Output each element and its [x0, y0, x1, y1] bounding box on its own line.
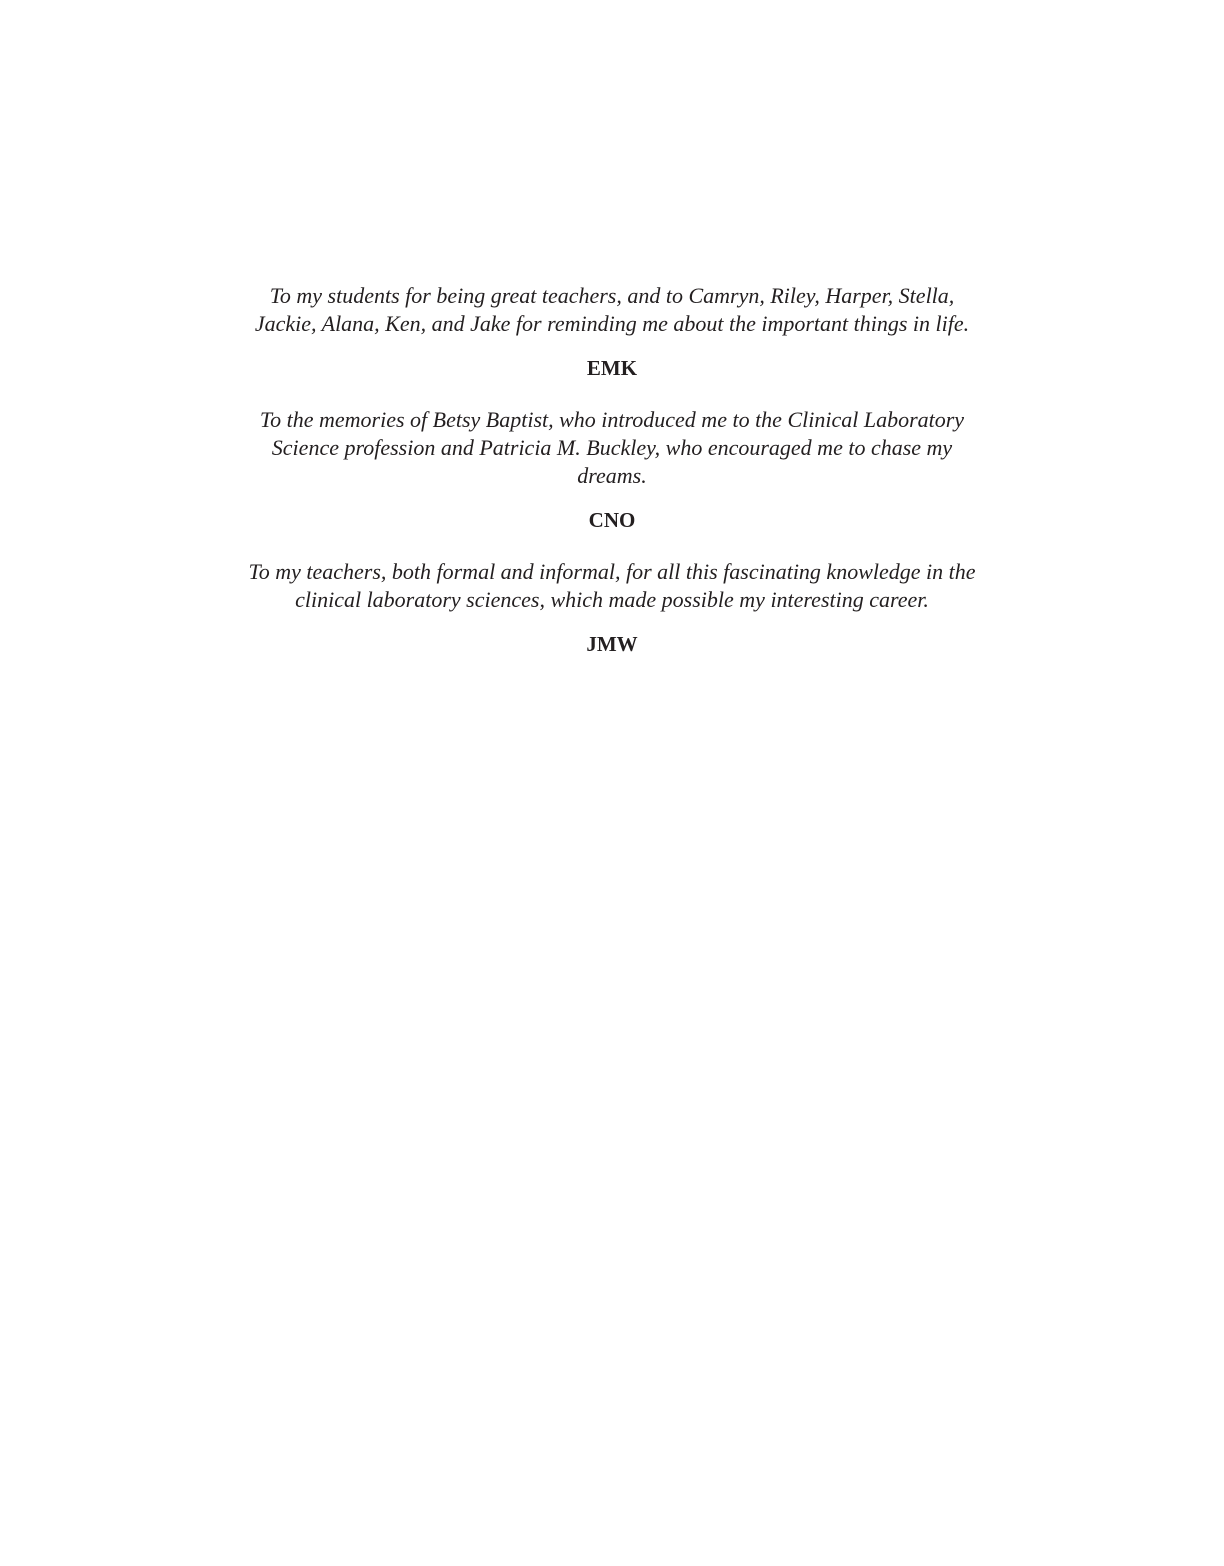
- dedication-line: Jackie, Alana, Ken, and Jake for reminding me about the important things in life.: [254, 311, 970, 336]
- author-initials: JMW: [586, 632, 638, 656]
- dedication-text: [217, 282, 1007, 338]
- dedication-text: [217, 406, 1007, 490]
- dedication-line: clinical laboratory sciences, which made possible my interesting career.: [295, 587, 929, 612]
- author-initials: CNO: [588, 508, 636, 532]
- dedication-line: Science profession and Patricia M. Buckley, who encouraged me to chase my: [271, 435, 953, 460]
- dedication-jmw: [217, 558, 1007, 658]
- dedication-line: To my teachers, both formal and informal, for all this fascinating knowledge in the: [248, 559, 976, 584]
- dedication-line: To my students for being great teachers, and to Camryn, Riley, Harper, Stella,: [269, 283, 955, 308]
- dedication-text: [217, 558, 1007, 614]
- dedication-cno: [217, 406, 1007, 534]
- dedication-page: [0, 282, 1224, 658]
- dedication-line: dreams.: [577, 463, 647, 488]
- dedication-line: To the memories of Betsy Baptist, who introduced me to the Clinical Laboratory: [259, 407, 965, 432]
- dedication-emk: [217, 282, 1007, 382]
- author-initials: EMK: [586, 356, 638, 380]
